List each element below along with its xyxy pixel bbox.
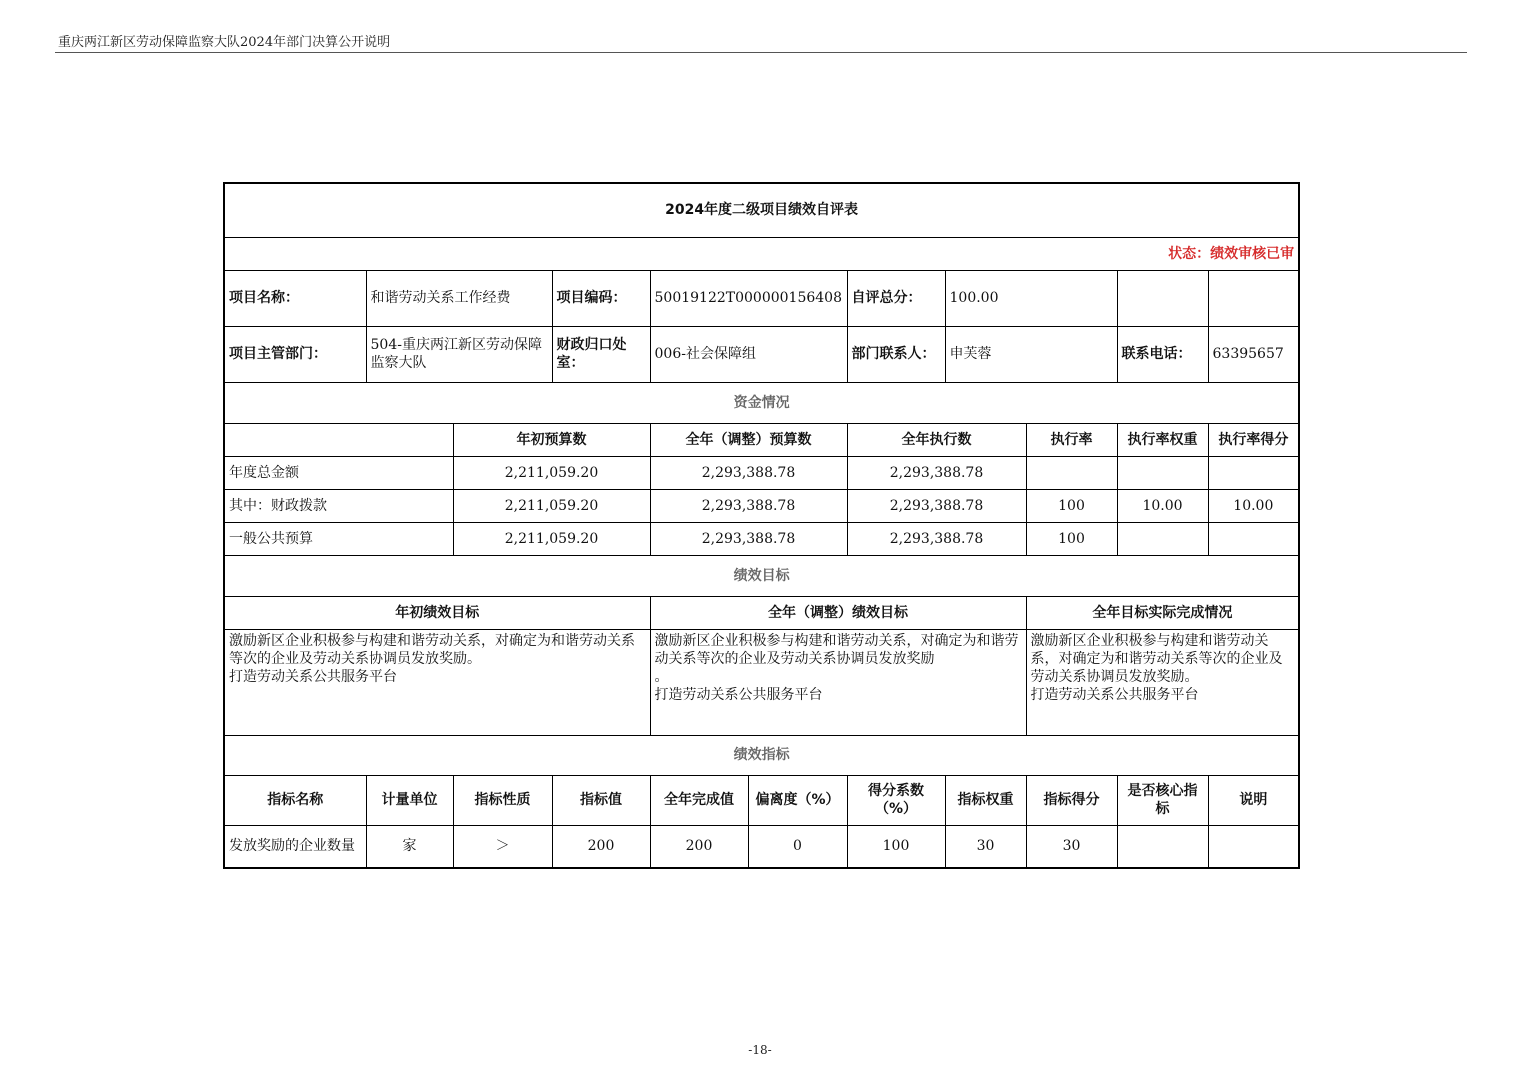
contact-value: 申芙蓉 <box>945 326 1117 382</box>
contact-label: 部门联系人： <box>847 326 945 382</box>
table-row <box>224 456 1299 489</box>
initial-budget-cell: 2,211,059.20 <box>453 522 650 555</box>
rate-weight-cell: 10.00 <box>1117 489 1208 522</box>
goal-line: 打造劳动关系公共服务平台 <box>229 668 397 685</box>
phone-label: 联系电话： <box>1117 326 1208 382</box>
col-header-initial-budget: 年初预算数 <box>453 423 650 456</box>
dept-value: 504-重庆两江新区劳动保障监察大队 <box>366 326 552 382</box>
goal-line: 打造劳动关系公共服务平台 <box>654 686 823 703</box>
empty-cell <box>1208 270 1299 326</box>
note-cell <box>1208 825 1299 868</box>
table-row <box>224 489 1299 522</box>
deviation-cell: 0 <box>748 825 847 868</box>
adjusted-budget-cell: 2,293,388.78 <box>650 522 847 555</box>
col-header-rate-weight: 执行率权重 <box>1117 423 1208 456</box>
self-score-value: 100.00 <box>945 270 1117 326</box>
col-header-weight: 指标权重 <box>945 775 1026 825</box>
funds-section-title: 资金情况 <box>224 382 1299 423</box>
row-label: 其中：财政拨款 <box>224 489 453 522</box>
phone-value: 63395657 <box>1208 326 1299 382</box>
header-divider <box>55 52 1467 53</box>
project-code-value: 50019122T000000156408 <box>650 270 847 326</box>
rate-score-cell: 10.00 <box>1208 489 1299 522</box>
initial-budget-cell: 2,211,059.20 <box>453 489 650 522</box>
indicators-section-title: 绩效指标 <box>224 735 1299 775</box>
col-header-actual-goal: 全年目标实际完成情况 <box>1026 596 1299 629</box>
col-header-core: 是否核心指标 <box>1117 775 1208 825</box>
nature-cell: ＞ <box>453 825 552 868</box>
rate-weight-cell <box>1117 456 1208 489</box>
col-header-coef: 得分系数（%） <box>847 775 945 825</box>
goal-line: 激励新区企业积极参与构建和谐劳动关系，对确定为和谐劳动关系等次的企业及劳动关系协调员发放奖励。 <box>1030 632 1283 685</box>
initial-goal-text <box>224 629 650 735</box>
project-name-label: 项目名称： <box>224 270 366 326</box>
col-header-score: 指标得分 <box>1026 775 1117 825</box>
table-row <box>224 825 1299 868</box>
unit-cell: 家 <box>366 825 453 868</box>
col-header-target: 指标值 <box>552 775 650 825</box>
col-header-deviation: 偏离度（%） <box>748 775 847 825</box>
goal-line: 激励新区企业积极参与构建和谐劳动关系，对确定为和谐劳动关系等次的企业及劳动关系协调员发放奖励 <box>654 632 1019 667</box>
rate-score-cell <box>1208 522 1299 555</box>
col-header-indicator-name: 指标名称 <box>224 775 366 825</box>
target-cell: 200 <box>552 825 650 868</box>
rate-score-cell <box>1208 456 1299 489</box>
row-label: 年度总金额 <box>224 456 453 489</box>
coef-cell: 100 <box>847 825 945 868</box>
table-title: 2024年度二级项目绩效自评表 <box>224 183 1299 237</box>
row-label: 一般公共预算 <box>224 522 453 555</box>
initial-budget-cell: 2,211,059.20 <box>453 456 650 489</box>
actual-goal-text <box>1026 629 1299 735</box>
empty-cell <box>224 423 453 456</box>
executed-cell: 2,293,388.78 <box>847 489 1026 522</box>
page-header: 重庆两江新区劳动保障监察大队2024年部门决算公开说明 <box>58 35 391 50</box>
finance-office-label: 财政归口处室： <box>552 326 650 382</box>
table-row <box>224 522 1299 555</box>
col-header-exec-rate: 执行率 <box>1026 423 1117 456</box>
project-name-value: 和谐劳动关系工作经费 <box>366 270 552 326</box>
performance-evaluation-table <box>223 182 1300 869</box>
finance-office-value: 006-社会保障组 <box>650 326 847 382</box>
dept-label: 项目主管部门： <box>224 326 366 382</box>
adjusted-goal-text <box>650 629 1026 735</box>
goals-section-title: 绩效目标 <box>224 555 1299 596</box>
exec-rate-cell <box>1026 456 1117 489</box>
adjusted-budget-cell: 2,293,388.78 <box>650 489 847 522</box>
score-cell: 30 <box>1026 825 1117 868</box>
self-score-label: 自评总分： <box>847 270 945 326</box>
weight-cell: 30 <box>945 825 1026 868</box>
goal-line: 。 <box>654 668 669 685</box>
status-badge: 状态：绩效审核已审 <box>224 237 1299 270</box>
col-header-initial-goal: 年初绩效目标 <box>224 596 650 629</box>
empty-cell <box>1117 270 1208 326</box>
page-number: -18- <box>748 1043 772 1057</box>
goal-line: 激励新区企业积极参与构建和谐劳动关系，对确定为和谐劳动关系等次的企业及劳动关系协调员发放奖励。 <box>229 632 635 667</box>
col-header-actual: 全年完成值 <box>650 775 748 825</box>
col-header-note: 说明 <box>1208 775 1299 825</box>
executed-cell: 2,293,388.78 <box>847 522 1026 555</box>
executed-cell: 2,293,388.78 <box>847 456 1026 489</box>
col-header-rate-score: 执行率得分 <box>1208 423 1299 456</box>
actual-cell: 200 <box>650 825 748 868</box>
col-header-executed: 全年执行数 <box>847 423 1026 456</box>
adjusted-budget-cell: 2,293,388.78 <box>650 456 847 489</box>
col-header-nature: 指标性质 <box>453 775 552 825</box>
col-header-unit: 计量单位 <box>366 775 453 825</box>
exec-rate-cell: 100 <box>1026 489 1117 522</box>
exec-rate-cell: 100 <box>1026 522 1117 555</box>
core-cell <box>1117 825 1208 868</box>
rate-weight-cell <box>1117 522 1208 555</box>
indicator-name-cell: 发放奖励的企业数量 <box>224 825 366 868</box>
goal-line: 打造劳动关系公共服务平台 <box>1030 686 1199 703</box>
project-code-label: 项目编码： <box>552 270 650 326</box>
col-header-adjusted-budget: 全年（调整）预算数 <box>650 423 847 456</box>
col-header-adjusted-goal: 全年（调整）绩效目标 <box>650 596 1026 629</box>
